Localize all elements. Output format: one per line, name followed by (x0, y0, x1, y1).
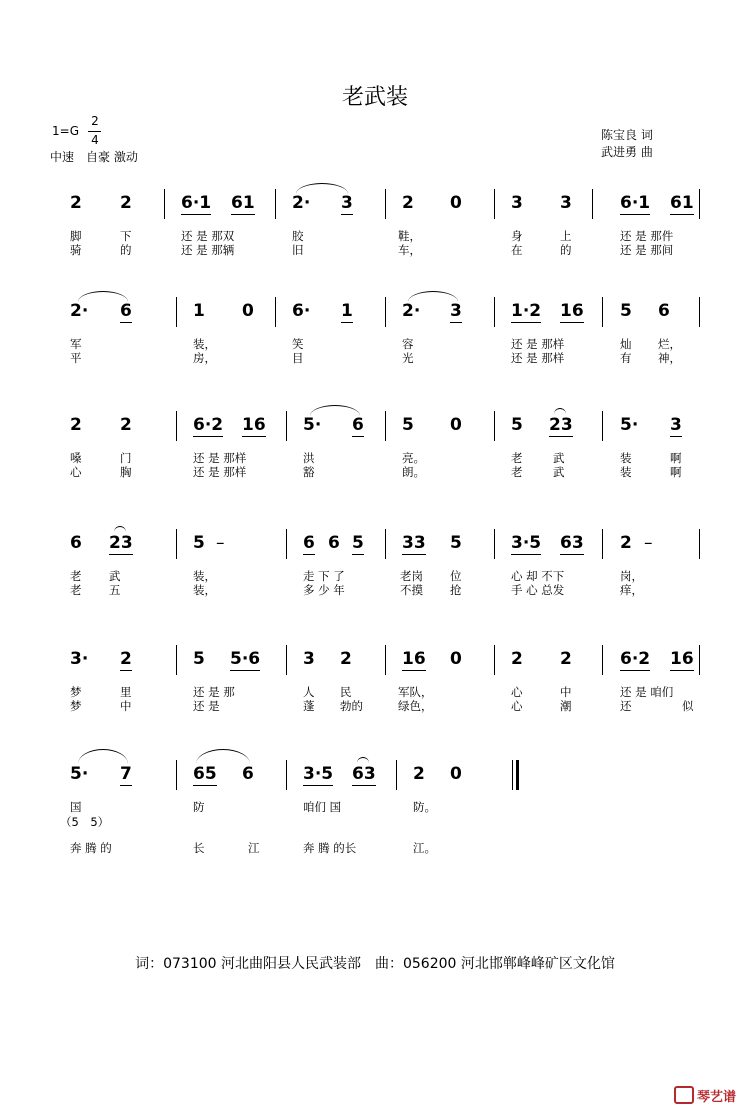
note: 0 (242, 301, 254, 321)
lyric: 上 (560, 229, 572, 243)
note: 61 (231, 193, 255, 213)
bar-line (602, 645, 603, 675)
note: 23 (549, 415, 573, 435)
note: 2· (70, 301, 89, 321)
note: 33 (402, 533, 426, 553)
lyric: 豁 (303, 465, 315, 479)
note: 3· (70, 649, 89, 669)
lyric: 民 (340, 685, 352, 699)
note: 1·2 (511, 301, 542, 321)
lyric: 目 (292, 351, 304, 365)
bar-line (286, 645, 287, 675)
note: 16 (560, 301, 584, 321)
note: 2· (292, 193, 311, 213)
lyric: 车， (398, 243, 421, 257)
lyric: 奔 腾 的 (70, 841, 112, 855)
note: 63 (352, 764, 376, 784)
note: 6 (303, 533, 315, 553)
note: 3 (560, 193, 572, 213)
note: 7 (120, 764, 132, 784)
note: 0 (450, 193, 462, 213)
lyric: 心 却 不下 (511, 569, 565, 583)
lyric: 笑 (292, 337, 304, 351)
lyric: 骑 (70, 243, 82, 257)
lyric: 的 (120, 243, 132, 257)
bar-line (602, 297, 603, 327)
score-system-4 (0, 526, 750, 636)
lyric: 绿色， (398, 699, 433, 713)
bar-line (385, 189, 386, 219)
lyric: 装， (193, 337, 216, 351)
lyric: 咱们 国 (303, 800, 342, 814)
score-system-6 (0, 757, 750, 867)
lyric: 还 是 那样 (511, 351, 565, 365)
lyric: 防。 (413, 800, 436, 814)
lyric: 身 (511, 229, 523, 243)
note: 5 (193, 649, 205, 669)
note: 63 (560, 533, 584, 553)
bar-line (385, 297, 386, 327)
note: 5 (352, 533, 364, 553)
note: 5 (511, 415, 523, 435)
bar-line (164, 189, 165, 219)
score-system-2 (0, 294, 750, 404)
lyric: 梦 (70, 699, 82, 713)
note: 2 (120, 193, 132, 213)
lyric: 似 (682, 699, 694, 713)
note: 5· (620, 415, 639, 435)
lyric: 脚 (70, 229, 82, 243)
note: 2 (120, 415, 132, 435)
lyric: 蓬 (303, 699, 315, 713)
final-bar-thin (512, 760, 513, 790)
lyric: 还 是 那件 (620, 229, 674, 243)
lyric: 不摸 (400, 583, 423, 597)
note: 5· (303, 415, 322, 435)
note: 16 (402, 649, 426, 669)
lyric: 走 下 了 (303, 569, 345, 583)
note: 0 (450, 764, 462, 784)
lyric: 啊 (670, 451, 682, 465)
song-title: 老武装 (341, 85, 408, 110)
lyric: 中 (560, 685, 572, 699)
note: 6 (658, 301, 670, 321)
note: 23 (109, 533, 133, 553)
note: 6 (70, 533, 82, 553)
note: 6·1 (181, 193, 212, 213)
lyric: 烂， (658, 337, 681, 351)
note: 0 (450, 649, 462, 669)
lyric: 里 (120, 685, 132, 699)
lyric: 胸 (120, 465, 132, 479)
lyric: 房， (193, 351, 216, 365)
lyric: 位 (450, 569, 462, 583)
tempo-marking: 中速 自豪 激动 (50, 150, 138, 164)
lyric: 洪 (303, 451, 315, 465)
note: 6 (328, 533, 340, 553)
note: 6 (352, 415, 364, 435)
bar-line (592, 189, 593, 219)
bar-line (286, 529, 287, 559)
slur-arc (357, 757, 369, 763)
lyric: 还 是 那双 (181, 229, 235, 243)
lyric: 装 (620, 451, 632, 465)
note: 5· (70, 764, 89, 784)
lyric: 的 (560, 243, 572, 257)
note: 3 (341, 193, 353, 213)
score-system-1 (0, 186, 750, 296)
lyric: 江 (248, 841, 260, 855)
lyric: 多 少 年 (303, 583, 345, 597)
note: 5 (402, 415, 414, 435)
note: 1 (193, 301, 205, 321)
meter-line (88, 131, 101, 132)
note: 6·1 (620, 193, 651, 213)
lyric: 老岗 (400, 569, 423, 583)
lyric: 武 (553, 465, 565, 479)
lyric: 装 (620, 465, 632, 479)
note: 6· (292, 301, 311, 321)
note: 3 (303, 649, 315, 669)
lyric: 心 (511, 685, 523, 699)
lyric: 梦 (70, 685, 82, 699)
composer-credit: 武进勇 曲 (601, 145, 653, 159)
note: 6·2 (620, 649, 651, 669)
lyric: 中 (120, 699, 132, 713)
note: 1 (341, 301, 353, 321)
lyric: 痒， (620, 583, 643, 597)
note: 2 (402, 193, 414, 213)
lyric: 五 (109, 583, 121, 597)
lyric: 还 (620, 699, 632, 713)
lyric: 旧 (292, 243, 304, 257)
lyric: 灿 (620, 337, 632, 351)
note: 0 (450, 415, 462, 435)
lyric: 潮 (560, 699, 572, 713)
lyric: 武 (553, 451, 565, 465)
bar-line (602, 529, 603, 559)
lyric: 啊 (670, 465, 682, 479)
note: 5·6 (230, 649, 261, 669)
lyric: 容 (402, 337, 414, 351)
lyric: 江。 (413, 841, 436, 855)
bar-line (699, 297, 700, 327)
bar-line (602, 411, 603, 441)
note: 2 (340, 649, 352, 669)
bar-line (494, 645, 495, 675)
lyric: 还 是 (193, 699, 220, 713)
lyric: 还 是 那 (193, 685, 235, 699)
lyric: 长 (193, 841, 205, 855)
note: 5 (450, 533, 462, 553)
lyric: 平 (70, 351, 82, 365)
bar-line (176, 760, 177, 790)
bar-line (494, 411, 495, 441)
note: 2 (413, 764, 425, 784)
bar-line (385, 411, 386, 441)
bar-line (494, 189, 495, 219)
bar-line (385, 645, 386, 675)
note: 2 (70, 415, 82, 435)
note: 6 (120, 301, 132, 321)
bar-line (275, 189, 276, 219)
meter-bottom: 4 (91, 133, 99, 147)
note: 3 (511, 193, 523, 213)
lyric: 国 (70, 800, 82, 814)
repeat-notes: （5 5） (60, 815, 110, 829)
lyric: 有 (620, 351, 632, 365)
lyric: 手 心 总发 (511, 583, 565, 597)
bar-line (699, 529, 700, 559)
site-watermark (674, 1086, 736, 1105)
slur-arc (554, 408, 566, 414)
note: 2 (120, 649, 132, 669)
note: 2· (402, 301, 421, 321)
lyric: 朗。 (402, 465, 425, 479)
note: 3·5 (303, 764, 334, 784)
footer-credits: 词：073100 河北曲阳县人民武装部 曲：056200 河北邯郸峰峰矿区文化馆 (135, 956, 615, 972)
note: 3·5 (511, 533, 542, 553)
lyric: 下 (120, 229, 132, 243)
bar-line (286, 760, 287, 790)
bar-line (275, 297, 276, 327)
note: 2 (560, 649, 572, 669)
lyric: 老 (70, 583, 82, 597)
lyric: 还 是 咱们 (620, 685, 674, 699)
lyric: 老 (70, 569, 82, 583)
lyric: 心 (70, 465, 82, 479)
bar-line (494, 297, 495, 327)
note: 2 (70, 193, 82, 213)
lyric: 装， (193, 569, 216, 583)
lyric: 老 (511, 465, 523, 479)
lyric: 奔 腾 的长 (303, 841, 357, 855)
bar-line (699, 645, 700, 675)
note: 6·2 (193, 415, 224, 435)
brand-name: 琴艺谱 (696, 1090, 736, 1105)
lyric: 光 (402, 351, 414, 365)
bar-line (494, 529, 495, 559)
note: 16 (670, 649, 694, 669)
bar-line (176, 297, 177, 327)
lyric: 还 是 那间 (620, 243, 674, 257)
slur-arc (114, 526, 126, 532)
lyric: 还 是 那辆 (181, 243, 235, 257)
lyric: 装， (193, 583, 216, 597)
lyric: 还 是 那样 (193, 451, 247, 465)
lyric: 在 (511, 243, 523, 257)
bar-line (176, 411, 177, 441)
lyricist-credit: 陈宝良 词 (601, 128, 653, 142)
lyric: 军队， (398, 685, 433, 699)
meter-top: 2 (91, 114, 99, 128)
note: 65 (193, 764, 217, 784)
bar-line (385, 529, 386, 559)
score-system-5 (0, 642, 750, 752)
lyric: 心 (511, 699, 523, 713)
lyric: 老 (511, 451, 523, 465)
lyric: 亮。 (402, 451, 425, 465)
key-signature: 1=G (52, 124, 79, 138)
lyric: 门 (120, 451, 132, 465)
note: 61 (670, 193, 694, 213)
note: 5 (620, 301, 632, 321)
note: 3 (450, 301, 462, 321)
note: 2 (511, 649, 523, 669)
lyric: 鞋， (398, 229, 421, 243)
final-bar-thick (516, 760, 519, 790)
bar-line (699, 189, 700, 219)
note: 5 (193, 533, 205, 553)
note: 3 (670, 415, 682, 435)
lyric: 武 (109, 569, 121, 583)
lyric: 抢 (450, 583, 462, 597)
lyric: 胶 (292, 229, 304, 243)
note: 2 (620, 533, 632, 553)
lyric: 还 是 那样 (193, 465, 247, 479)
score-system-3 (0, 408, 750, 518)
lyric: 岗， (620, 569, 643, 583)
lyric: 嗓 (70, 451, 82, 465)
logo-icon (674, 1086, 694, 1104)
bar-line (176, 645, 177, 675)
lyric: 防 (193, 800, 205, 814)
bar-line (286, 411, 287, 441)
lyric: 勃的 (340, 699, 363, 713)
lyric: 军 (70, 337, 82, 351)
lyric: 人 (303, 685, 315, 699)
note: 16 (242, 415, 266, 435)
bar-line (396, 760, 397, 790)
lyric: 神， (658, 351, 681, 365)
dash: – (216, 533, 225, 553)
note: 6 (242, 764, 254, 784)
lyric: 还 是 那样 (511, 337, 565, 351)
dash: – (644, 533, 653, 553)
bar-line (176, 529, 177, 559)
